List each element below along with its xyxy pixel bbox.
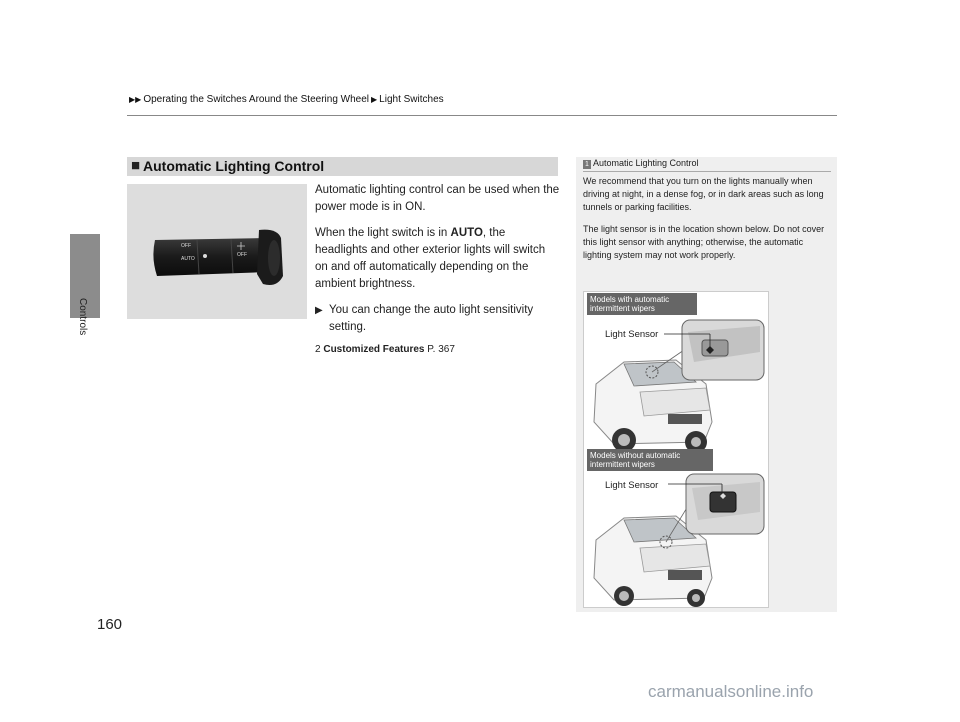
- model-tag-no-auto-wipers: Models without automatic intermittent wipers: [587, 449, 713, 471]
- sidebar-paragraph-sensor: The light sensor is in the location shown below. Do not cover this light sensor with anything; otherwise, the automatic lighting system may not work properly.: [583, 223, 825, 261]
- light-sensor-label-upper: Light Sensor: [605, 329, 659, 340]
- lever-off2-label: OFF: [237, 252, 247, 258]
- chapter-label: Controls: [77, 298, 88, 336]
- main-body-text: [315, 182, 560, 358]
- breadcrumb-item[interactable]: Operating the Switches Around the Steering Wheel: [143, 94, 370, 105]
- lever-off-label: OFF: [181, 243, 191, 249]
- cross-reference-link[interactable]: 2 Customized Features P. 367: [315, 344, 455, 355]
- model-tag-auto-wipers: Models with automatic intermittent wipers: [587, 293, 697, 315]
- section-title: Automatic Lighting Control: [143, 158, 325, 174]
- paragraph-power-mode: Automatic lighting control can be used when the power mode is in ON.: [315, 184, 560, 213]
- bullet-note: ▶ You can change the auto light sensitivity setting.: [315, 304, 534, 333]
- lever-auto-label: AUTO: [181, 256, 195, 262]
- sidebar-body: [583, 175, 833, 270]
- bullet-arrow-icon: ▶: [315, 305, 323, 316]
- xref-arrow-icon: 2: [315, 344, 321, 355]
- section-heading: [127, 157, 558, 176]
- section-marker-icon: ■: [131, 157, 141, 174]
- watermark-text: carmanualsonline.info: [648, 682, 814, 701]
- auto-keyword: AUTO: [450, 227, 483, 239]
- breadcrumb-arrow-icon: ▶: [371, 95, 378, 104]
- sidebar-paragraph-recommend: We recommend that you turn on the lights manually when driving at night, in a dense fog, or in dark areas such as long tunnels or parking facilities.: [583, 176, 824, 213]
- breadcrumb-arrow-icon: ▶▶: [129, 95, 142, 104]
- header-divider: [127, 115, 837, 116]
- sidebar-divider: [583, 171, 831, 172]
- light-switch-lever-image: [127, 184, 307, 319]
- sidebar-title: 1 Automatic Lighting Control: [583, 158, 699, 169]
- paragraph-auto-switch: When the light switch is in AUTO, the headlights and other exterior lights will switch on and off automatically depending on the ambient brightness.: [315, 227, 546, 290]
- breadcrumb: [127, 94, 444, 105]
- page-number: 160: [97, 616, 123, 633]
- note-number-icon: 1: [583, 160, 591, 169]
- light-sensor-label-lower: Light Sensor: [605, 480, 659, 491]
- breadcrumb-item[interactable]: Light Switches: [379, 94, 444, 105]
